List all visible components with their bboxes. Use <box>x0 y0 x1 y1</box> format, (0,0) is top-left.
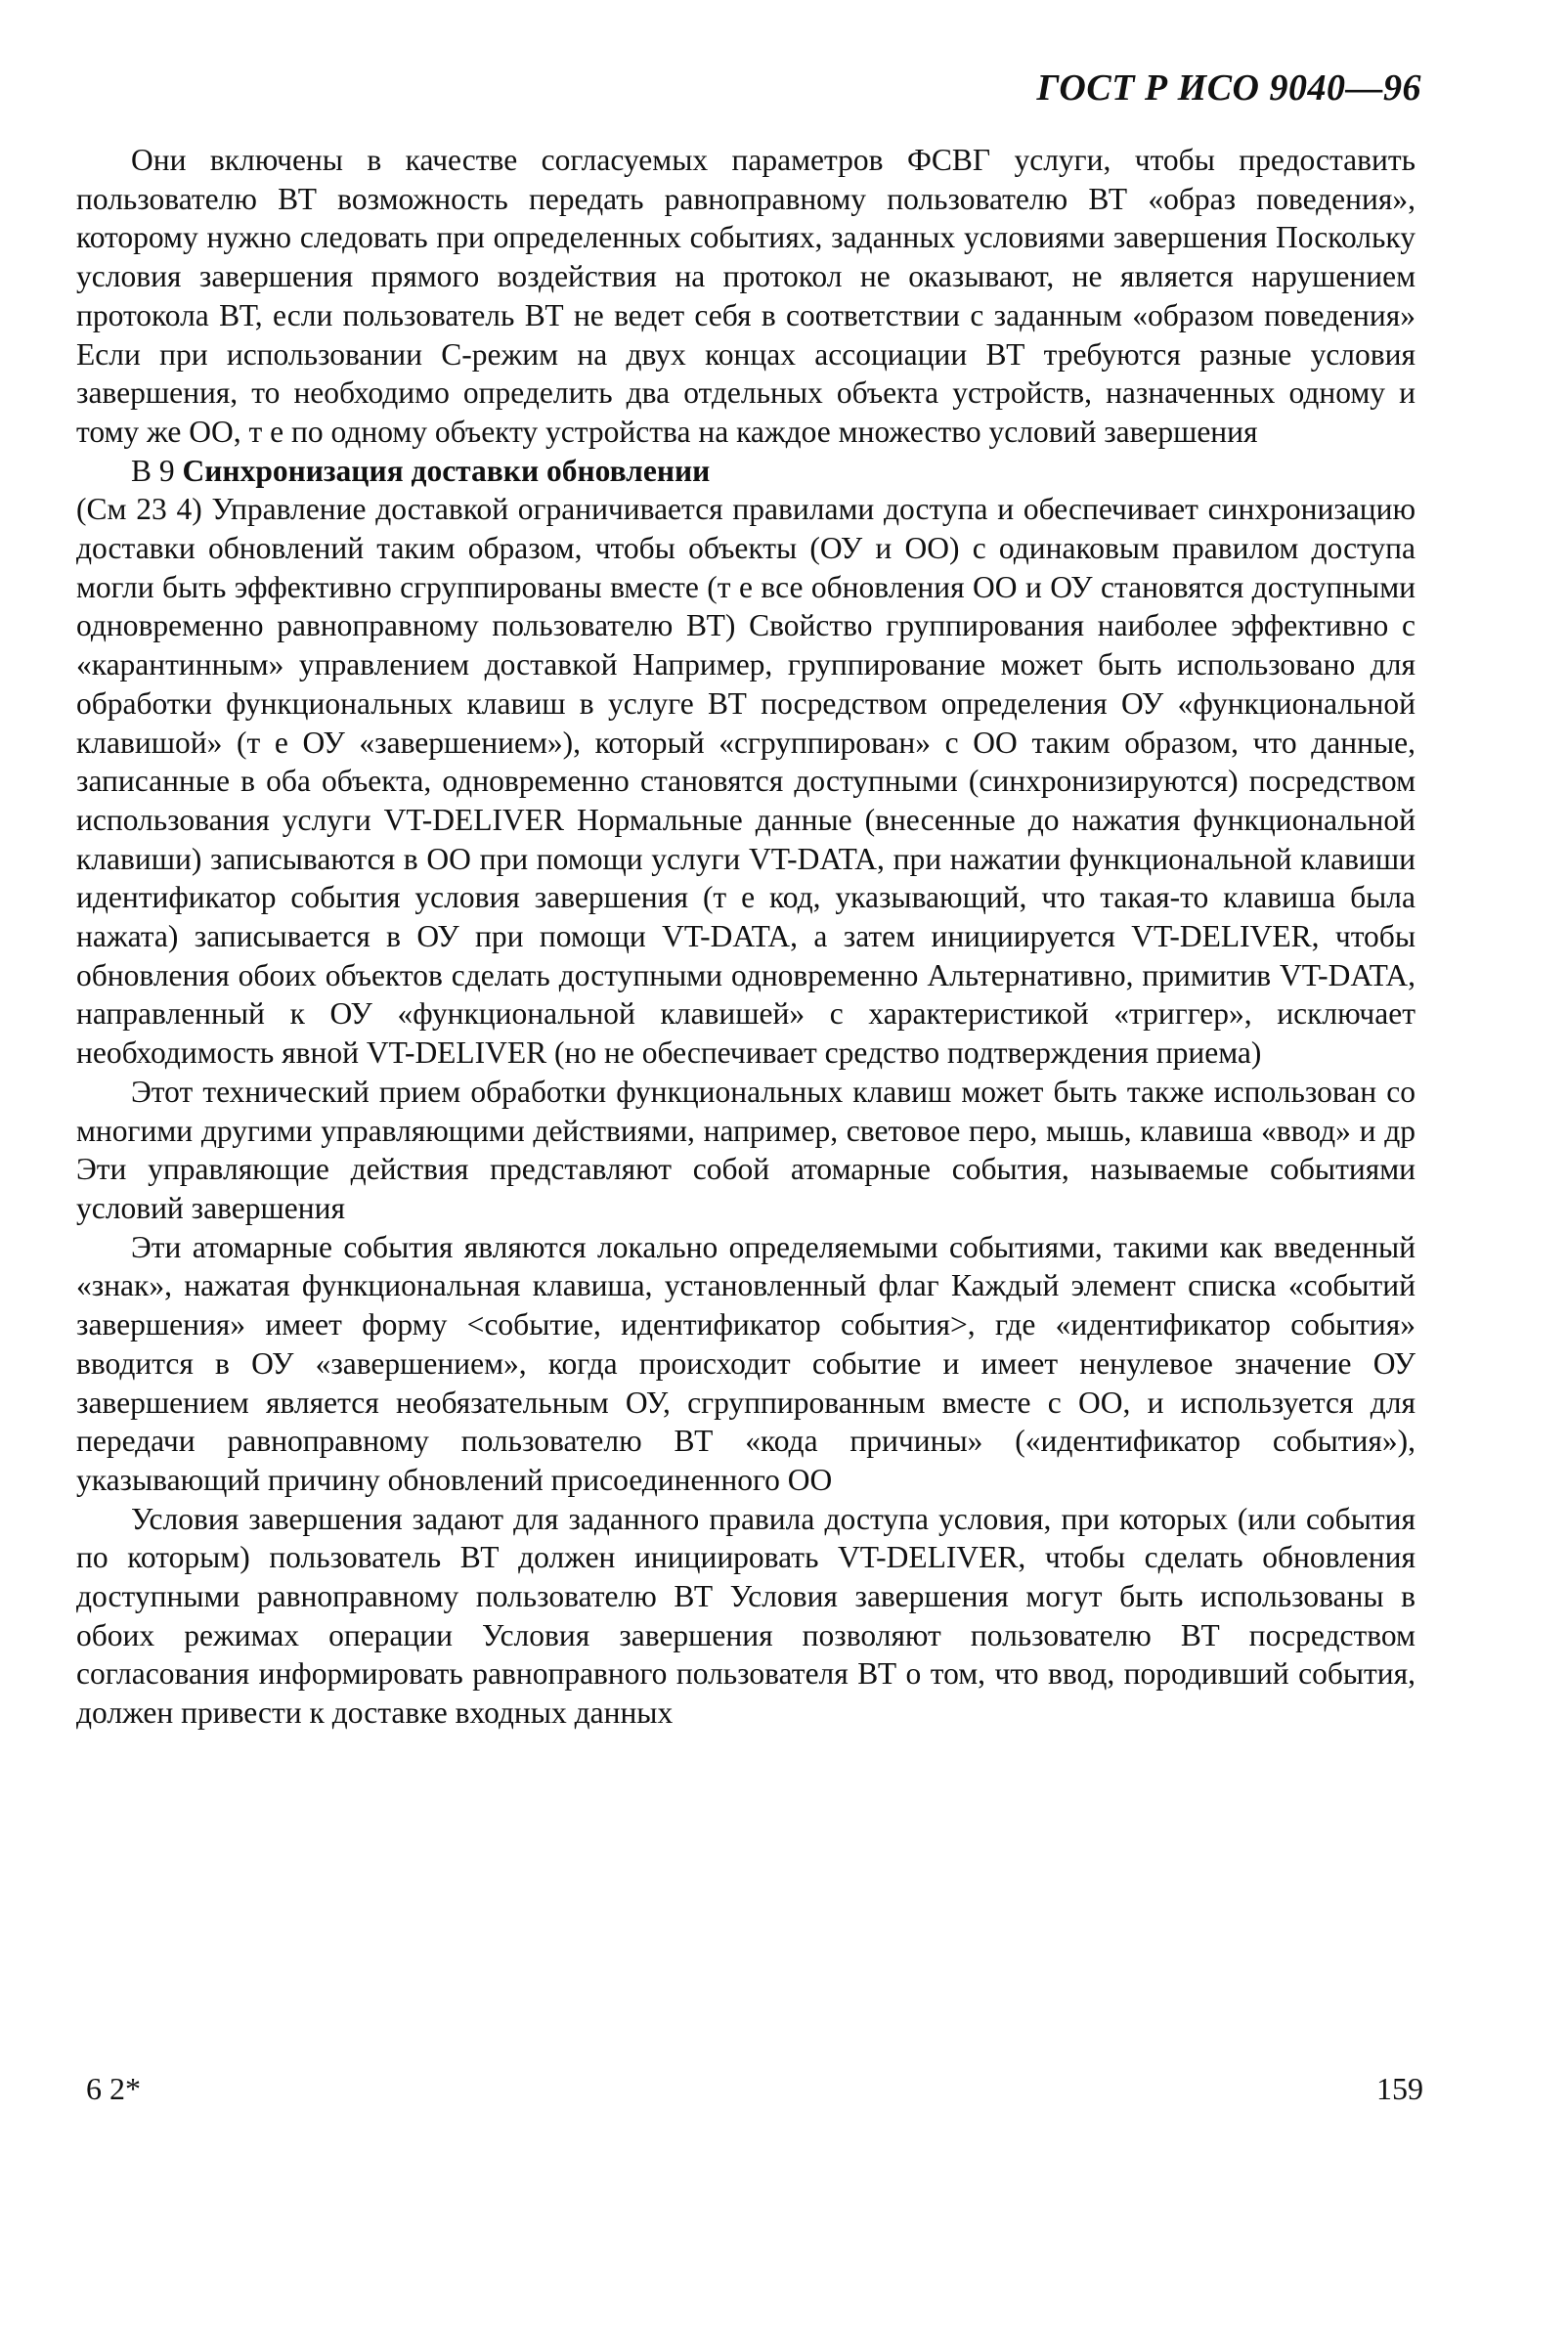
section-title: Синхронизация доставки обновлении <box>182 453 711 488</box>
paragraph: Условия завершения задают для заданного правила доступа условия, при которых (или события по которым) пользователь ВТ должен инициировать VT-DELIVER, чтобы сделать обновления доступными равноправному пользователю ВТ Условия завершения могут быть использованы в обоих режимах операции Условия завершения позволяют пользователю ВТ посредством согласования информировать равноправного пользователя ВТ о том, что ввод, породивший события, должен привести к доставке входных данных <box>76 1501 1416 1731</box>
signature-mark: 6 2* <box>86 2071 141 2106</box>
paragraph: Этот технический прием обработки функциональных клавиш может быть также использован со многими другими управляющими действиями, например, световое перо, мышь, клавиша «ввод» и др Эти управляющие действия представляют собой атомарные события, называемые событиями условий завершения <box>76 1074 1416 1225</box>
section-number: В 9 <box>131 453 175 488</box>
paragraph: Они включены в качестве согласуемых параметров ФСВГ услуги, чтобы предоставить пользователю ВТ возможность передать равноправному пользователю ВТ «образ поведения», которому нужно следовать при определенных событиях, заданных условиями завершения Поскольку условия завершения прямого воздействия на протокол не оказывают, не является нарушением протокола ВТ, если пользователь ВТ не ведет себя в соответствии с заданным «образом поведения» Если при использовании С-режим на двух концах ассоциации ВТ требуются разные условия завершения, то необходимо определить два отдельных объекта устройств, назначенных одному и тому же ОО, т е по одному объекту устройства на каждое множество условий завершения <box>76 143 1416 449</box>
paragraph: (См 23 4) Управление доставкой ограничивается правилами доступа и обеспечивает синхронизацию доставки обновлений таким образом, чтобы объекты (ОУ и ОО) с одинаковым правилом доступа могли быть эффективно сгруппированы вместе (т е все обновления ОО и ОУ становятся доступными одновременно равноправному пользователю ВТ) Свойство группирования наиболее эффективно с «карантинным» управлением доставкой Например, группирование может быть использовано для обработки функциональных клавиш в услуге ВТ посредством определения ОУ «функциональной клавишой» (т е ОУ «завершением»), который «сгруппирован» с ОО таким образом, что данные, записанные в оба объекта, одновременно становятся доступными (синхронизируются) посредством использования услуги VT-DELIVER Нормальные данные (внесенные до нажатия функциональной клавиши) записываются в ОО при помощи услуги VT-DATA, при нажатии функциональной клавиши идентификатор события условия завершения (т е код, указывающий, что такая-то клавиша была нажата) записывается в ОУ при помощи VT-DATA, а затем инициируется VT-DELIVER, чтобы обновления обоих объектов сделать доступными одновременно Альтернативно, примитив VT-DATA, направленный к ОУ «функциональной клавишей» с характеристикой «триггер», исключает необходимость явной VT-DELIVER (но не обеспечивает средство подтверждения приема) <box>76 492 1416 1071</box>
section-heading <box>76 452 1416 491</box>
page-number: 159 <box>1376 2071 1423 2106</box>
body-text <box>76 141 1416 1733</box>
paragraph: Эти атомарные события являются локально определяемыми событиями, такими как введенный «знак», нажатая функциональная клавиша, установленный флаг Каждый элемент списка «событий завершения» имеет форму <событие, идентификатор события>, где «идентификатор события» вводится в ОУ «завершением», когда происходит событие и имеет ненулевое значение ОУ завершением является необязательным ОУ, сгруппированным вместе с ОО, и используется для передачи равноправному пользователю ВТ «кода причины» («идентификатор события»), указывающий причину обновлений присоединенного ОО <box>76 1229 1416 1497</box>
page-header-standard-number: ГОСТ Р ИСО 9040—96 <box>1036 67 1421 109</box>
